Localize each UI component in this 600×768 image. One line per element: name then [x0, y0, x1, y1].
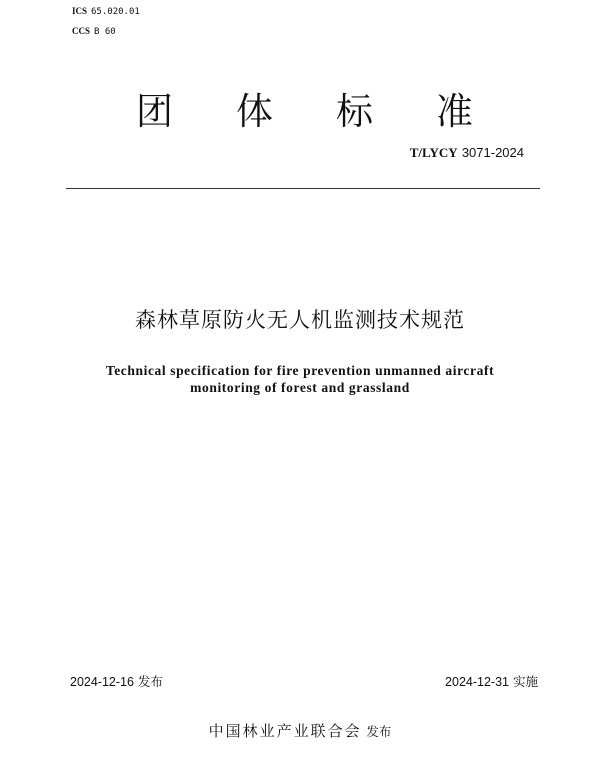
ics-label: ICS — [72, 6, 88, 16]
doc-type-char-1: 团 — [136, 90, 173, 133]
implement-date-label: 实施 — [512, 674, 538, 689]
publish-date-value: 2024-12-16 — [70, 675, 134, 689]
doc-type-char-2: 体 — [236, 90, 273, 133]
publisher — [0, 720, 600, 743]
standard-number-value: 3071-2024 — [461, 145, 524, 160]
title-english-line-1: Technical specification for fire prevention unmanned aircraft — [105, 363, 495, 378]
ccs-label: CCS — [72, 26, 91, 36]
doc-type-char-4: 准 — [436, 90, 473, 133]
implement-date — [445, 673, 538, 691]
ics-value: 65.020.01 — [91, 7, 140, 17]
ics-code — [72, 5, 140, 18]
publisher-organization: 中国林业产业联合会 — [208, 722, 362, 740]
standard-number-prefix: T/LYCY — [409, 145, 458, 160]
ccs-value: B 60 — [94, 27, 116, 37]
standard-number — [410, 144, 524, 163]
publish-date — [70, 673, 163, 691]
title-english — [60, 362, 540, 396]
publish-date-label: 发布 — [137, 674, 163, 689]
ccs-code — [72, 25, 116, 38]
implement-date-value: 2024-12-31 — [445, 675, 509, 689]
title-english-line-2: monitoring of forest and grassland — [190, 380, 410, 395]
publisher-action: 发布 — [366, 724, 392, 739]
doc-type-char-3: 标 — [336, 90, 373, 133]
document-type-heading — [0, 84, 600, 144]
header-divider — [66, 188, 540, 189]
title-chinese: 森林草原防火无人机监测技术规范 — [135, 308, 465, 332]
